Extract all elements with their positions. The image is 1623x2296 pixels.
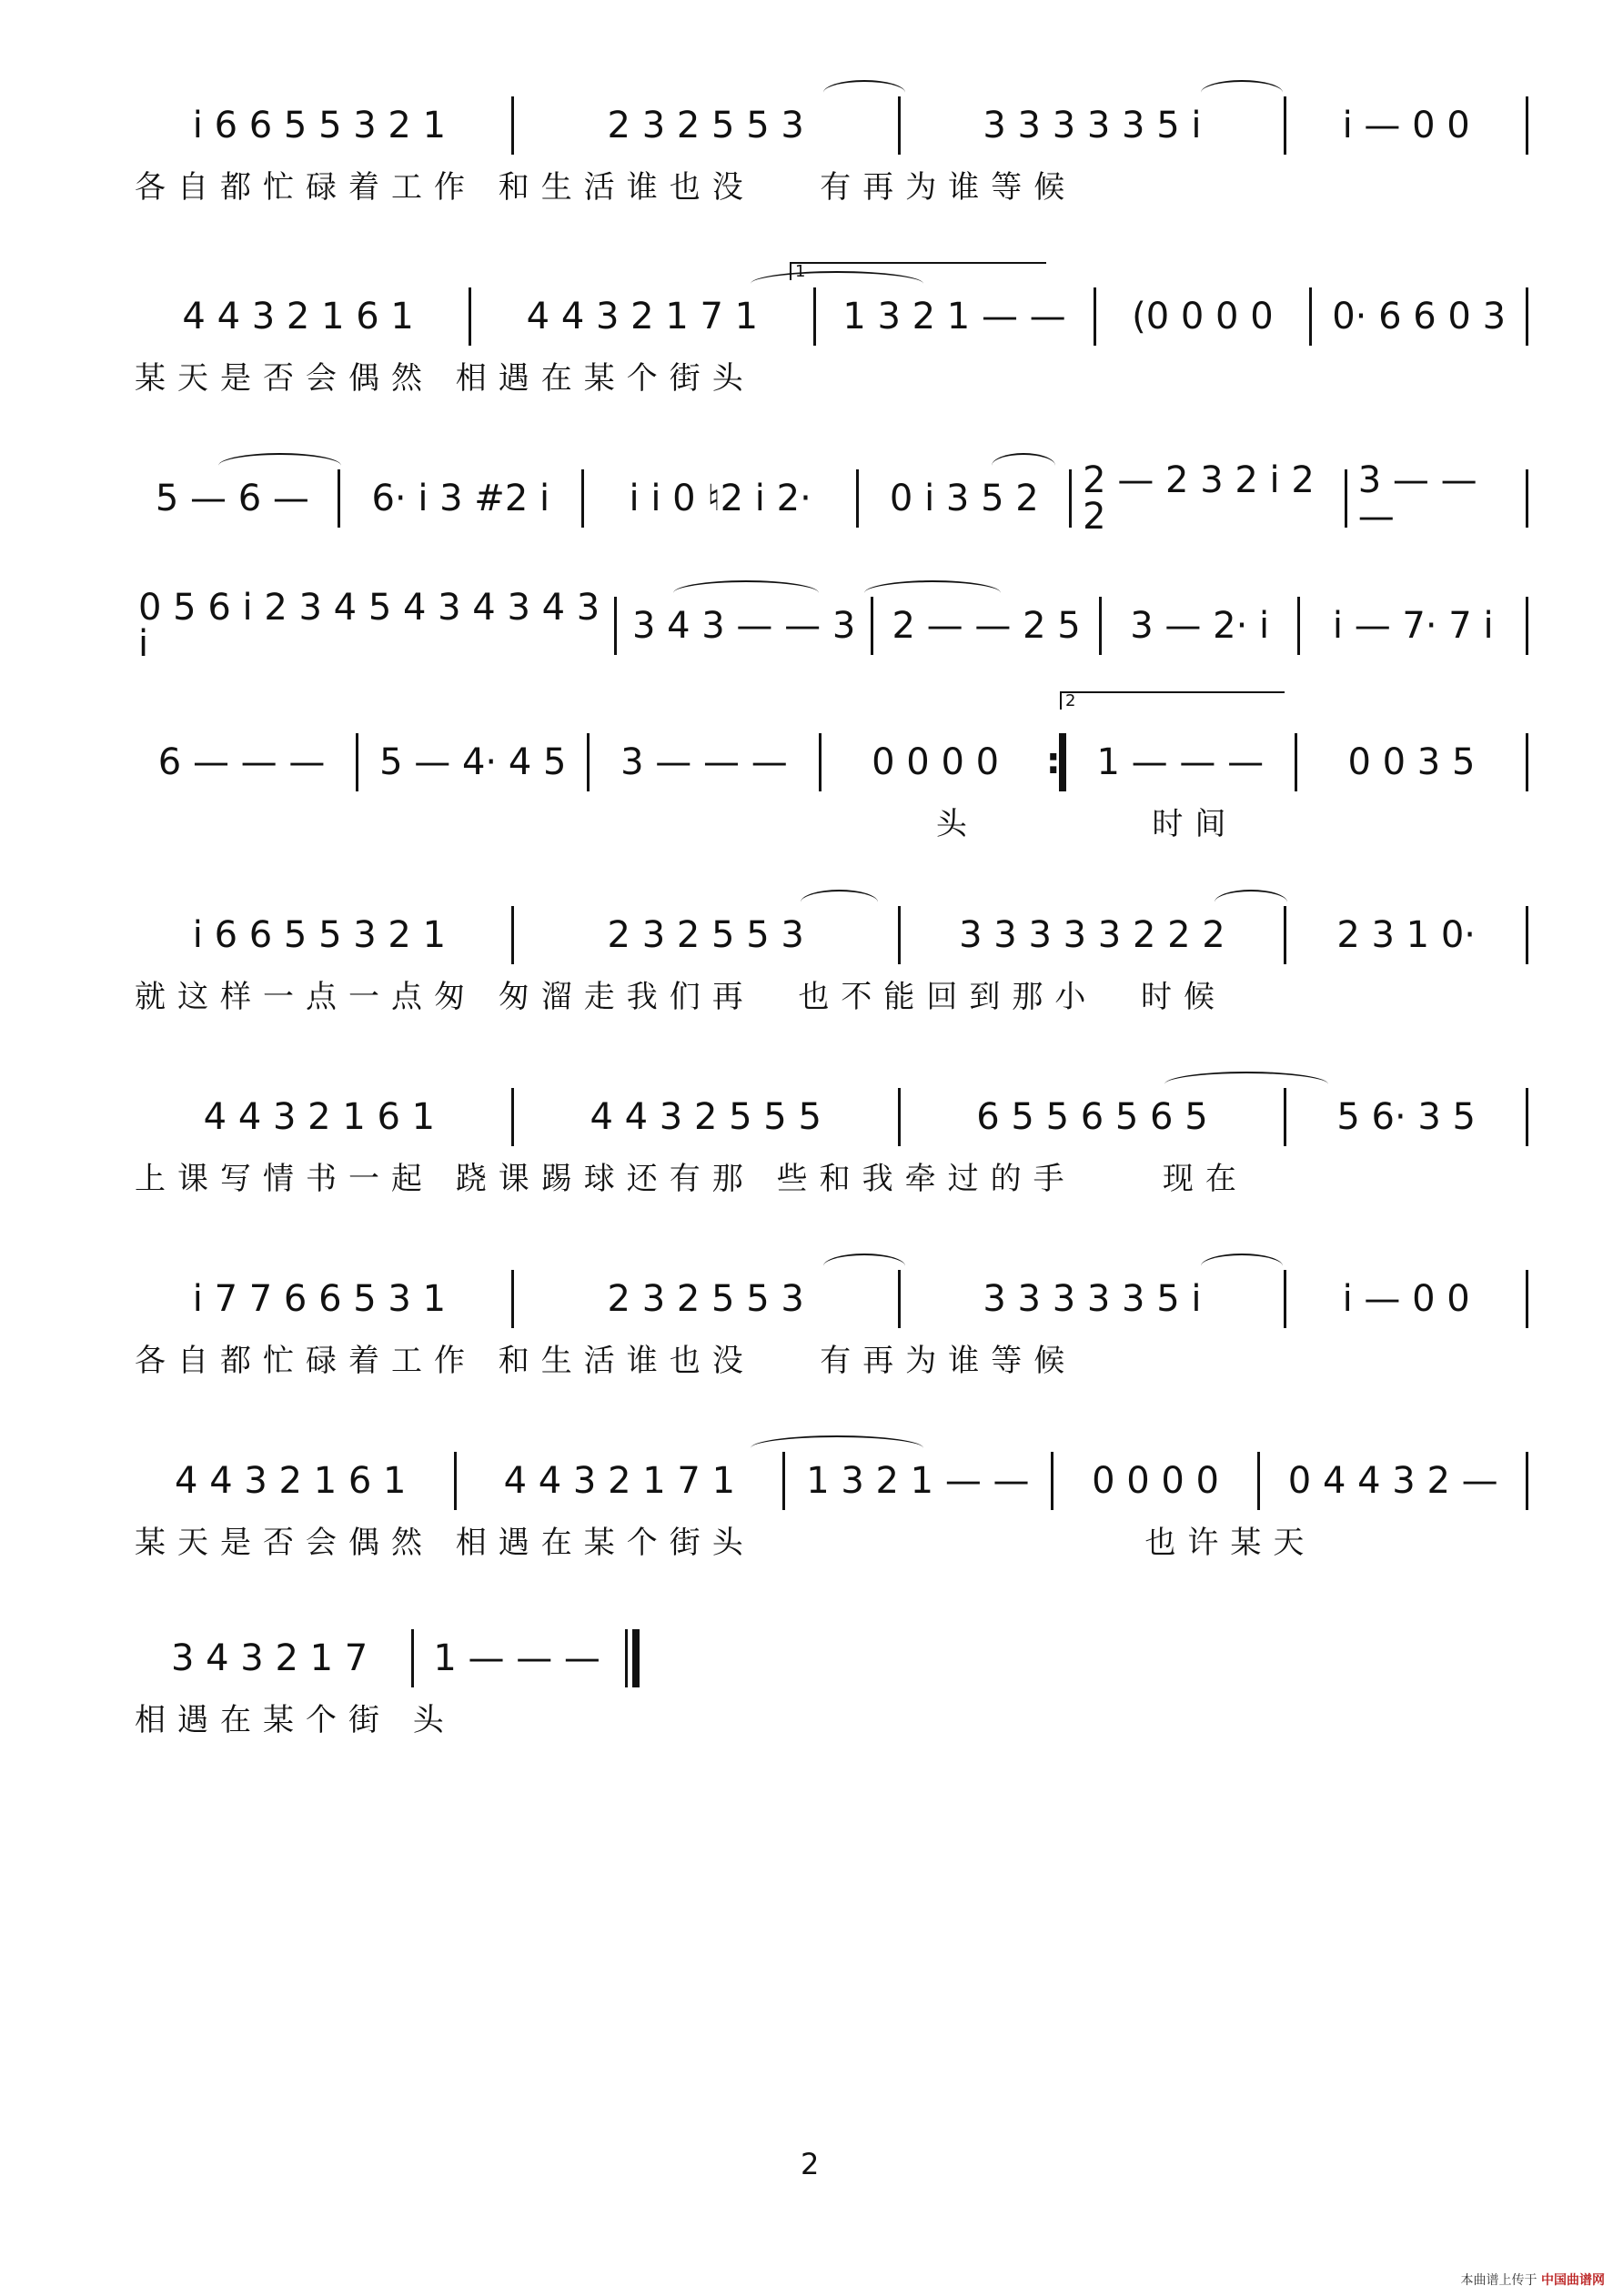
measure xyxy=(1300,591,1526,660)
lyrics: 某天是否会偶然 相遇在某个街头 也许某天 xyxy=(135,1525,1316,1561)
lyrics: 相遇在某个街 头 xyxy=(135,1702,456,1738)
slur xyxy=(992,453,1055,478)
notes: i — 0 0 xyxy=(1342,105,1470,146)
notes: i 7 7 6 6 5 3 1 xyxy=(192,1278,447,1320)
measure xyxy=(127,282,469,351)
notes: 3 — — — xyxy=(620,741,788,783)
barline xyxy=(1526,1088,1528,1146)
notes: 2 3 2 5 5 3 xyxy=(607,105,804,146)
notes: 0 0 3 5 xyxy=(1347,741,1476,783)
measure xyxy=(127,1083,511,1152)
notes: 3 4 3 2 1 7 xyxy=(170,1637,368,1679)
notes: i 6 6 5 5 3 2 1 xyxy=(192,105,447,146)
notes: i — 0 0 xyxy=(1342,1278,1470,1320)
notes: 6· i 3 #2 i xyxy=(371,478,550,519)
lyrics: 各自都忙碌着工作 和生活谁也没 有再为谁等候 xyxy=(135,1343,1077,1379)
measure xyxy=(127,91,511,160)
notes: 2 3 1 0· xyxy=(1336,914,1476,956)
measure xyxy=(127,587,614,665)
score-system-5 xyxy=(0,691,1623,882)
footer-prefix: 本曲谱上传于 xyxy=(1460,2273,1537,2288)
measure xyxy=(1297,728,1526,797)
notes: 0 0 0 0 xyxy=(872,741,1000,783)
score-system-1 xyxy=(0,91,1623,246)
notes: 5 — 4· 4 5 xyxy=(379,741,567,783)
notes: 3 3 3 3 3 2 2 2 xyxy=(959,914,1225,956)
barline xyxy=(1526,733,1528,791)
slur xyxy=(801,890,878,915)
slur xyxy=(1164,1072,1328,1097)
notes: 6 5 5 6 5 6 5 xyxy=(976,1096,1208,1138)
slur xyxy=(823,1254,905,1279)
slur xyxy=(864,580,1001,606)
notes: 1 3 2 1 — — xyxy=(806,1460,1030,1502)
score-system-2 xyxy=(0,262,1623,437)
footer-watermark xyxy=(1461,2271,1605,2289)
measure xyxy=(1286,901,1526,970)
notes: 4 4 3 2 1 7 1 xyxy=(526,296,759,337)
measure xyxy=(822,728,1050,797)
notes: 3 3 3 3 3 5 i xyxy=(983,105,1202,146)
measure xyxy=(127,1264,511,1334)
lyrics: 上课写情书一起 跷课踢球还有那 些和我牵过的手 现在 xyxy=(135,1161,1248,1197)
notes: 1 3 2 1 — — xyxy=(842,296,1066,337)
barline xyxy=(1526,469,1528,528)
notes: i — 7· 7 i xyxy=(1332,605,1494,647)
measure xyxy=(1286,1264,1526,1334)
measure xyxy=(1260,1446,1526,1516)
measure xyxy=(340,464,581,533)
lyrics: 头 时间 xyxy=(135,806,1238,842)
slur xyxy=(1215,890,1287,915)
barline xyxy=(1526,1452,1528,1510)
score-system-8 xyxy=(0,1264,1623,1419)
notes: 3 4 3 — — 3 xyxy=(631,605,856,647)
notes-row xyxy=(127,587,1528,665)
measure xyxy=(1053,1446,1258,1516)
barline xyxy=(1526,96,1528,155)
measure xyxy=(1066,728,1295,797)
notes: 4 4 3 2 1 6 1 xyxy=(203,1096,436,1138)
notes: i i 0 ♮2 i 2· xyxy=(629,478,812,519)
notes: 2 — — 2 5 xyxy=(892,605,1081,647)
notes: 1 — — — xyxy=(433,1637,600,1679)
measure xyxy=(1312,282,1526,351)
notes: 0 i 3 5 2 xyxy=(889,478,1039,519)
measure xyxy=(127,728,356,797)
measure xyxy=(1347,459,1526,538)
notes: 0· 6 6 0 3 xyxy=(1332,296,1507,337)
notes: (0 0 0 0 xyxy=(1132,296,1274,337)
measure xyxy=(127,901,511,970)
footer-site: 中国曲谱网 xyxy=(1541,2273,1605,2288)
lyrics: 某天是否会偶然 相遇在某个街头 xyxy=(135,360,755,397)
notes: i 6 6 5 5 3 2 1 xyxy=(192,914,447,956)
score-system-4 xyxy=(0,587,1623,746)
notes: 2 3 2 5 5 3 xyxy=(607,1278,804,1320)
notes: 2 — 2 3 2 i 2 2 xyxy=(1083,459,1315,538)
measure xyxy=(1286,91,1526,160)
notes: 5 6· 3 5 xyxy=(1336,1096,1476,1138)
measure xyxy=(1072,459,1345,538)
notes-row xyxy=(127,1624,637,1693)
slur xyxy=(673,580,819,606)
measure xyxy=(584,464,857,533)
lyrics: 就这样一点一点匆 匆溜走我们再 也不能回到那小 时候 xyxy=(135,979,1227,1015)
score-system-10 xyxy=(0,1624,1623,1778)
barline xyxy=(1526,1270,1528,1328)
notes: 0 5 6 i 2 3 4 5 4 3 4 3 4 3 i xyxy=(138,587,600,665)
notes: 3 — — — xyxy=(1357,459,1477,538)
notes: 4 4 3 2 1 6 1 xyxy=(175,1460,407,1502)
slur xyxy=(1201,80,1283,106)
notes: 6 — — — xyxy=(157,741,326,783)
notes: 4 4 3 2 1 7 1 xyxy=(503,1460,736,1502)
page-number: 2 xyxy=(801,2147,820,2181)
barline xyxy=(1526,287,1528,346)
repeat-end-barline xyxy=(1050,733,1066,791)
measure xyxy=(414,1624,620,1693)
notes: 0 4 4 3 2 — xyxy=(1287,1460,1498,1502)
lyrics: 各自都忙碌着工作 和生活谁也没 有再为谁等候 xyxy=(135,169,1077,206)
score-system-6 xyxy=(0,901,1623,1055)
slur xyxy=(751,271,923,297)
measure xyxy=(1096,282,1310,351)
notes: 5 — 6 — xyxy=(155,478,309,519)
second-ending-bracket xyxy=(1060,691,1285,710)
notes: 4 4 3 2 1 6 1 xyxy=(182,296,414,337)
notes: 3 — 2· i xyxy=(1130,605,1270,647)
measure xyxy=(590,728,818,797)
score-system-9 xyxy=(0,1446,1623,1601)
notes: 2 3 2 5 5 3 xyxy=(607,914,804,956)
barline xyxy=(1526,597,1528,655)
slur xyxy=(1201,1254,1283,1279)
notes: 3 3 3 3 3 5 i xyxy=(983,1278,1202,1320)
notes: 4 4 3 2 5 5 5 xyxy=(590,1096,822,1138)
score-system-7 xyxy=(0,1083,1623,1237)
slur xyxy=(823,80,905,106)
measure xyxy=(127,1624,411,1693)
measure xyxy=(127,1446,454,1516)
measure xyxy=(358,728,587,797)
measure xyxy=(1102,591,1298,660)
notes: 1 — — — xyxy=(1096,741,1265,783)
slur xyxy=(218,453,341,478)
slur xyxy=(751,1435,923,1461)
volta-number: 2 xyxy=(1065,691,1076,710)
measure xyxy=(514,1083,898,1152)
final-barline xyxy=(625,1629,637,1687)
volta-number: 1 xyxy=(795,262,806,281)
measure xyxy=(457,1446,783,1516)
notes: 0 0 0 0 xyxy=(1092,1460,1220,1502)
barline xyxy=(1526,906,1528,964)
notes-row xyxy=(127,728,1528,797)
